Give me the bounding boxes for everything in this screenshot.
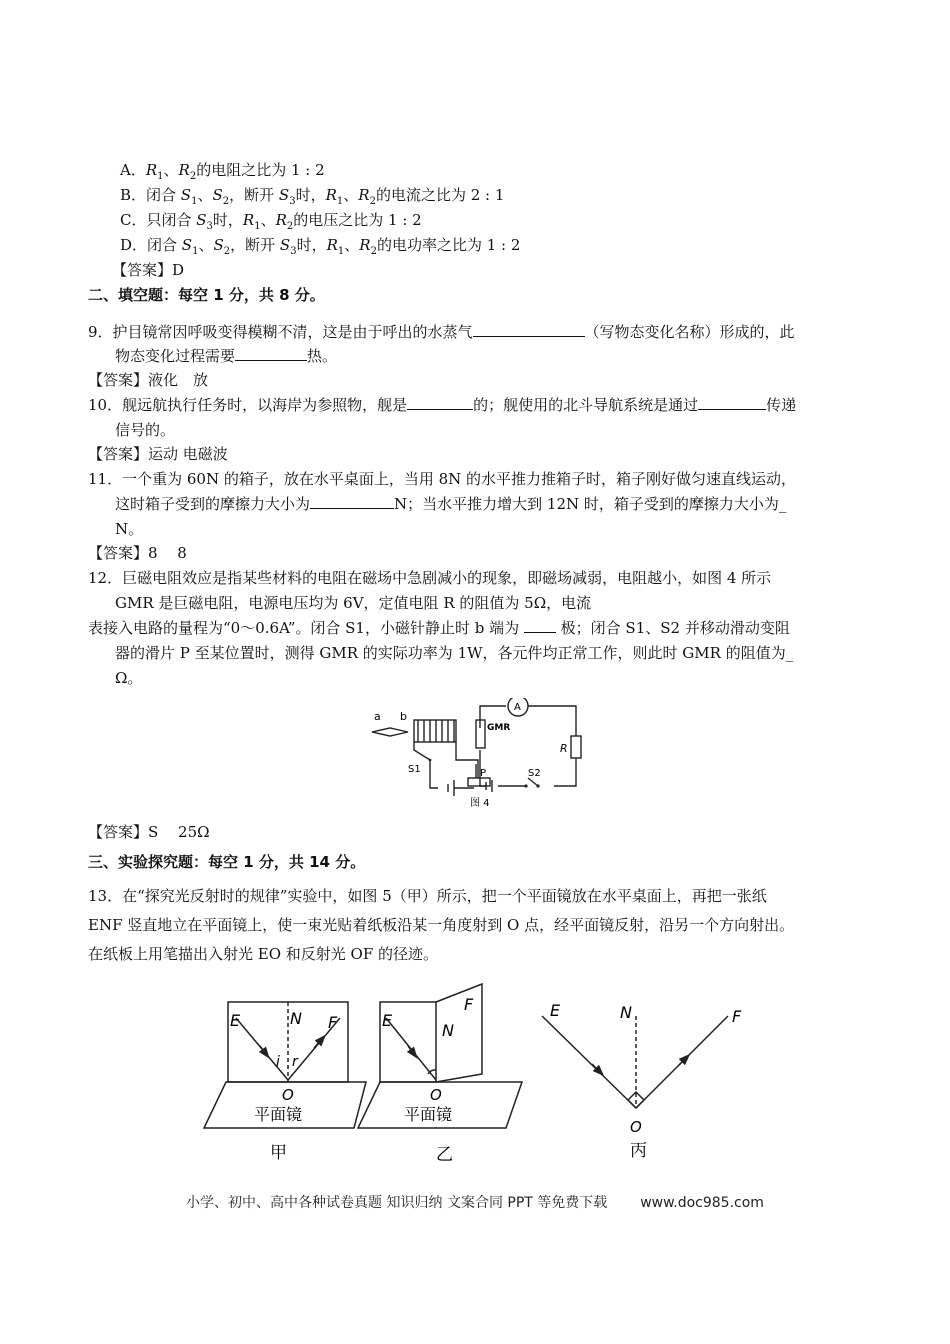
label-ammeter: A bbox=[514, 702, 521, 713]
q11-line-2: 这时箱子受到的摩擦力大小为 N；当水平推力增大到 12N 时，箱子受到的摩擦力大小为_ bbox=[115, 495, 787, 513]
resistor-r bbox=[571, 736, 581, 758]
q11-line-3: N。 bbox=[115, 520, 144, 538]
label-s1: S1 bbox=[408, 764, 421, 775]
q12-line-2: GMR 是巨磁电阻，电源电压均为 6V，定值电阻 R 的阻值为 5Ω，电流 bbox=[115, 594, 592, 612]
page-footer bbox=[0, 1192, 950, 1212]
yi-label-f: F bbox=[464, 995, 474, 1014]
yi-caption: 乙 bbox=[436, 1145, 453, 1165]
section-3-title: 三、实验探究题：每空 1 分，共 14 分。 bbox=[88, 853, 366, 871]
yi-label-o: O bbox=[430, 1086, 442, 1104]
q9-line-2: 物态变化过程需要 热。 bbox=[115, 347, 338, 365]
q13-line-2: ENF 竖直地立在平面镜上，使一束光贴着纸板沿某一角度射到 O 点，经平面镜反射，沿另一个方向射出。 bbox=[88, 916, 795, 934]
electromagnet-coil bbox=[414, 720, 456, 742]
q9-answer: 【答案】液化 放 bbox=[88, 371, 209, 389]
bing-label-n: N bbox=[620, 1003, 632, 1022]
q13-line-1: 13．在“探究光反射时的规律”实验中，如图 5（甲）所示，把一个平面镜放在水平桌面上，再把一张纸 bbox=[88, 887, 767, 905]
bing-label-e: E bbox=[550, 1001, 561, 1020]
q12-line-5: Ω。 bbox=[115, 669, 143, 687]
q12-line-3: 表接入电路的量程为“0～0.6A”。闭合 S1，小磁针静止时 b 端为 极；闭合 S1、S2 并移动滑动变阻 bbox=[88, 619, 790, 637]
q10-line-2: 信号的。 bbox=[115, 421, 176, 439]
jia-label-e: E bbox=[230, 1011, 241, 1030]
bing-label-f: F bbox=[732, 1007, 742, 1026]
jia-label-mirror: 平面镜 bbox=[254, 1105, 303, 1124]
label-s2: S2 bbox=[528, 768, 541, 779]
compass-needle-icon bbox=[372, 728, 408, 736]
reflection-figure bbox=[190, 978, 780, 1168]
label-gmr: GMR bbox=[487, 723, 511, 733]
bing-label-o: O bbox=[630, 1118, 642, 1136]
q9-line-1: 9．护目镜常因呼吸变得模糊不清，这是由于呼出的水蒸气 （写物态变化名称）形成的，此 bbox=[88, 323, 795, 341]
jia-label-n: N bbox=[290, 1009, 302, 1028]
jia-caption: 甲 bbox=[270, 1143, 287, 1163]
footer-link[interactable]: www.doc985.com bbox=[640, 1195, 764, 1211]
bing-caption: 丙 bbox=[630, 1141, 647, 1161]
label-b: b bbox=[400, 710, 407, 723]
yi-label-e: E bbox=[382, 1011, 393, 1030]
q8-option-b: B．闭合 $S_1$、$S_2$，断开 $S_3$时，$R_1$、$R_2$的电流之比为 2 : 1 bbox=[120, 186, 505, 207]
q12-line-4: 器的滑片 P 至某位置时，测得 GMR 的实际功率为 1W，各元件均正常工作，则此时 GMR 的阻值为_ bbox=[115, 644, 794, 662]
label-a: a bbox=[374, 710, 381, 723]
q11-line-1: 11．一个重为 60N 的箱子，放在水平桌面上，当用 8N 的水平推力推箱子时，箱子刚好做匀速直线运动， bbox=[88, 470, 797, 488]
q8-option-c: C．只闭合 $S_3$时，$R_1$、$R_2$的电压之比为 1 : 2 bbox=[120, 211, 422, 232]
jia-label-o: O bbox=[282, 1086, 294, 1104]
section-2-title: 二、填空题：每空 1 分，共 8 分。 bbox=[88, 286, 325, 304]
q12-answer: 【答案】S 25Ω bbox=[88, 823, 210, 841]
jia-label-r: r bbox=[292, 1054, 298, 1070]
label-p: P bbox=[480, 768, 487, 779]
jia-label-f: F bbox=[328, 1013, 338, 1032]
jia-label-i: i bbox=[276, 1054, 280, 1070]
q8-option-a: A．$R_1$、$R_2$的电阻之比为 1 : 2 bbox=[120, 161, 325, 182]
figure-bing bbox=[542, 1016, 728, 1108]
footer-text: 小学、初中、高中各种试卷真题 知识归纳 文案合同 PPT 等免费下载 bbox=[186, 1195, 608, 1211]
q12-line-1: 12．巨磁电阻效应是指某些材料的电阻在磁场中急剧减小的现象，即磁场减弱，电阻越小，如图 4 所示 bbox=[88, 569, 772, 587]
q10-answer: 【答案】运动 电磁波 bbox=[88, 445, 228, 463]
q8-answer: 【答案】D bbox=[112, 261, 185, 279]
q13-line-3: 在纸板上用笔描出入射光 EO 和反射光 OF 的径迹。 bbox=[88, 945, 439, 963]
yi-label-n: N bbox=[442, 1021, 454, 1040]
circuit-figure bbox=[368, 698, 592, 810]
label-r: R bbox=[560, 742, 568, 755]
yi-label-mirror: 平面镜 bbox=[404, 1105, 453, 1124]
figure-4-caption: 图 4 bbox=[470, 798, 490, 809]
q10-line-1: 10．舰远航执行任务时，以海岸为参照物，舰是 的；舰使用的北斗导航系统是通过 传递 bbox=[88, 396, 797, 414]
q11-answer: 【答案】8 8 bbox=[88, 544, 187, 562]
q8-option-d: D．闭合 $S_1$、$S_2$，断开 $S_3$时，$R_1$、$R_2$的电功率之比为 1 : 2 bbox=[120, 236, 521, 257]
